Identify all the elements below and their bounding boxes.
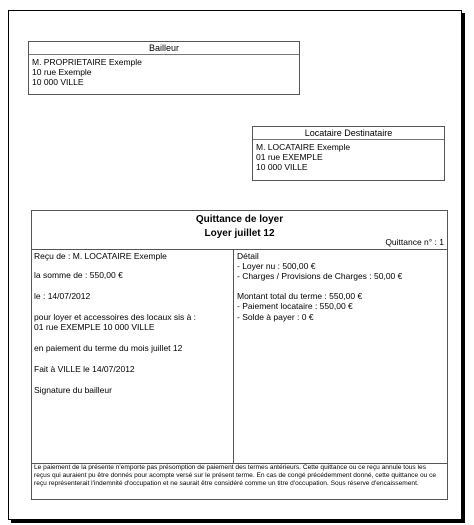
receipt-left-column (32, 250, 234, 463)
date-reception: le : 14/07/2012 (34, 291, 91, 301)
montant-total: Montant total du terme : 550,00 € (237, 291, 363, 301)
detail-heading: Détail (237, 251, 259, 261)
fait-a: Fait à VILLE le 14/07/2012 (34, 364, 135, 374)
bailleur-box (28, 41, 300, 95)
receipt-subtitle: Loyer juillet 12 (204, 228, 275, 239)
bailleur-address-line2: 10 000 VILLE (32, 77, 84, 87)
solde-a-payer: - Solde à payer : 0 € (237, 312, 314, 322)
bailleur-address-line1: 10 rue Exemple (32, 67, 92, 77)
bailleur-title: Bailleur (29, 42, 299, 55)
quittance-number: Quittance n° : 1 (385, 237, 444, 247)
charges: - Charges / Provisions de Charges : 50,00 € (237, 271, 403, 281)
pour-loyer-label: pour loyer et accessoires des locaux sis à : (34, 312, 197, 322)
adresse-locaux: 01 rue EXEMPLE 10 000 VILLE (34, 322, 155, 332)
locataire-box (252, 126, 445, 181)
receipt-box (31, 210, 448, 500)
receipt-right-column (234, 250, 447, 463)
montant-recu: la somme de : 550,00 € (34, 270, 123, 280)
recu-de: Reçu de : M. LOCATAIRE Exemple (34, 251, 167, 261)
paiement-locataire: - Paiement locataire : 550,00 € (237, 301, 353, 311)
locataire-name: M. LOCATAIRE Exemple (256, 142, 351, 152)
receipt-columns (32, 249, 447, 464)
receipt-title: Quittance de loyer (195, 214, 284, 225)
document-page (8, 10, 462, 520)
bailleur-name: M. PROPRIETAIRE Exemple (32, 57, 142, 67)
locataire-address-line2: 10 000 VILLE (256, 162, 308, 172)
locataire-address-line1: 01 rue EXEMPLE (256, 152, 323, 162)
signature-label: Signature du bailleur (34, 385, 112, 395)
paiement-terme: en paiement du terme du mois juillet 12 (34, 343, 183, 353)
legal-notice: Le paiement de la présente n'emporte pas présomption de paiement des termes antérieurs. Cette quittance ou ce reçu annule tous les reçus qui auraient pu être donnés pour acompte versé sur le présent terme. En cas de congé précédemment donné, cette quittance ou ce reçu représenterait l'indemnité d'occupation et ne saurait être considéré comme un titre d'occupation. Sous réserve d'encaissement. (34, 464, 437, 488)
loyer-nu: - Loyer nu : 500,00 € (237, 261, 316, 271)
locataire-title: Locataire Destinataire (253, 127, 444, 140)
